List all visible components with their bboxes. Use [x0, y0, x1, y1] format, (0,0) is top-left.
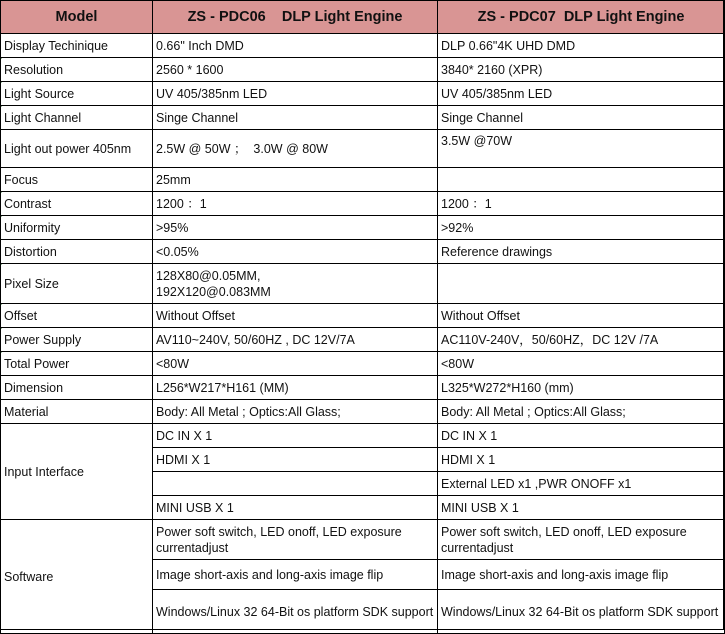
pdc06-value: L256*W217*H161 (MM) [153, 376, 438, 400]
table-row [1, 376, 725, 400]
pdc07-value: External LED x1 ,PWR ONOFF x1 [438, 472, 725, 496]
row-label: Pixel Size [1, 264, 153, 304]
pixel-size-line-2: 192X120@0.083MM [156, 284, 271, 299]
row-label-software: Software [1, 520, 153, 634]
pdc06-value: HDMI X 1 [153, 448, 438, 472]
row-label: Power Supply [1, 328, 153, 352]
table-row [1, 106, 725, 130]
pdc07-value: Image short-axis and long-axis image flip [438, 560, 725, 590]
table-row [1, 352, 725, 376]
table-row [1, 328, 725, 352]
pdc06-value: UV 405/385nm LED [153, 82, 438, 106]
header-pdc07: ZS - PDC07 DLP Light Engine [438, 1, 725, 34]
table-row [1, 130, 725, 168]
input-interface-row [1, 424, 725, 448]
pdc06-value: 25mm [153, 168, 438, 192]
pdc06-value: Power soft switch, LED onoff, LED exposure currentadjust [153, 520, 438, 560]
pdc07-value: Body: All Metal ; Optics:All Glass; [438, 400, 725, 424]
table-row [1, 264, 725, 304]
pdc06-value: Windows/Linux 32 64-Bit os platform SDK support [153, 590, 438, 634]
pdc06-value: 2.5W @ 50W ； 3.0W @ 80W [153, 130, 438, 168]
pdc07-value: MINI USB X 1 [438, 496, 725, 520]
pdc06-value: AV110~240V, 50/60HZ , DC 12V/7A [153, 328, 438, 352]
pdc07-value: HDMI X 1 [438, 448, 725, 472]
row-label: Contrast [1, 192, 153, 216]
table-row [1, 34, 725, 58]
header-model: Model [1, 1, 153, 34]
pdc06-value: <80W [153, 352, 438, 376]
row-label: Light out power 405nm [1, 130, 153, 168]
pdc07-value: L325*W272*H160 (mm) [438, 376, 725, 400]
pdc06-value: 2560 * 1600 [153, 58, 438, 82]
pdc06-value: 1200 ：1 [153, 192, 438, 216]
pdc07-value: Windows/Linux 32 64-Bit os platform SDK support [438, 590, 725, 634]
pdc06-value: MINI USB X 1 [153, 496, 438, 520]
header-row [1, 1, 725, 34]
row-label: Uniformity [1, 216, 153, 240]
pdc06-value: Without Offset [153, 304, 438, 328]
table-row [1, 400, 725, 424]
row-label: Material [1, 400, 153, 424]
pdc06-value: 0.66" Inch DMD [153, 34, 438, 58]
pdc07-value [438, 264, 725, 304]
pdc07-value: 3840* 2160 (XPR) [438, 58, 725, 82]
row-label: Total Power [1, 352, 153, 376]
pdc07-value: Without Offset [438, 304, 725, 328]
pdc06-value: DC IN X 1 [153, 424, 438, 448]
table-row [1, 168, 725, 192]
pdc06-value [153, 472, 438, 496]
table-row [1, 58, 725, 82]
table-row [1, 82, 725, 106]
pdc07-value: Singe Channel [438, 106, 725, 130]
pdc06-value: >95% [153, 216, 438, 240]
pdc07-value: AC110V-240V，50/60HZ，DC 12V /7A [438, 328, 725, 352]
software-row [1, 520, 725, 560]
pdc06-value: Image short-axis and long-axis image flip [153, 560, 438, 590]
pdc07-value: Reference drawings [438, 240, 725, 264]
row-label: Distortion [1, 240, 153, 264]
header-pdc06: ZS - PDC06 DLP Light Engine [153, 1, 438, 34]
pixel-size-line-1: 128X80@0.05MM, [156, 268, 261, 283]
table-row [1, 216, 725, 240]
pdc06-value: <0.05% [153, 240, 438, 264]
pdc07-value: UV 405/385nm LED [438, 82, 725, 106]
table-row [1, 240, 725, 264]
pdc06-value [153, 264, 438, 304]
pdc07-value [438, 168, 725, 192]
row-label: Resolution [1, 58, 153, 82]
pdc07-value: DLP 0.66"4K UHD DMD [438, 34, 725, 58]
pdc07-value: <80W [438, 352, 725, 376]
pdc07-value: 3.5W @70W [438, 130, 725, 168]
pdc07-value: DC IN X 1 [438, 424, 725, 448]
row-label: Focus [1, 168, 153, 192]
row-label-input-interface: Input Interface [1, 424, 153, 520]
pdc07-value: 1200 ：1 [438, 192, 725, 216]
row-label: Dimension [1, 376, 153, 400]
row-label: Light Source [1, 82, 153, 106]
table-row [1, 192, 725, 216]
row-label: Light Channel [1, 106, 153, 130]
pdc07-value: Power soft switch, LED onoff, LED exposure currentadjust [438, 520, 725, 560]
table-row [1, 304, 725, 328]
pdc06-value: Body: All Metal ; Optics:All Glass; [153, 400, 438, 424]
row-label: Offset [1, 304, 153, 328]
pdc07-value: >92% [438, 216, 725, 240]
row-label: Display Techinique [1, 34, 153, 58]
pdc06-value: Singe Channel [153, 106, 438, 130]
